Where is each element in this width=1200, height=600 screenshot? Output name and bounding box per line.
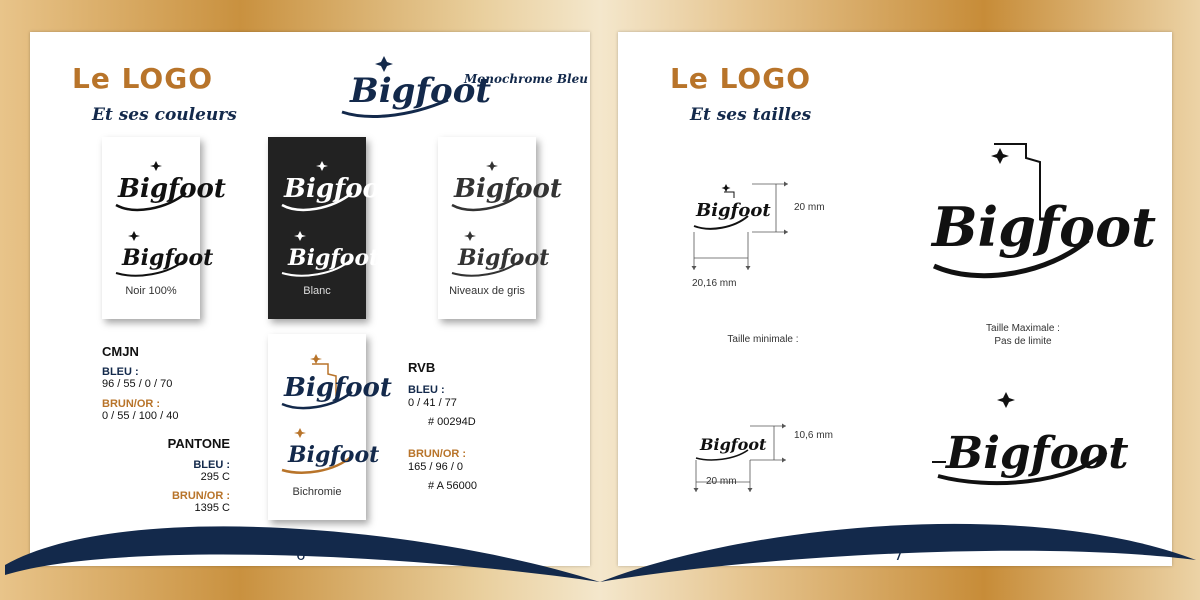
header-logo-caption: Monochrome Bleu — [464, 72, 588, 86]
card-caption: Niveaux de gris — [449, 285, 525, 297]
pantone-blue-value: 295 C — [200, 471, 230, 483]
page-number: 7 — [894, 546, 904, 564]
caption-max-line-2: Pas de limite — [994, 336, 1052, 347]
rvb-blue-hex: # 00294D — [428, 416, 476, 428]
cmjn-brown-label: BRUN/OR : — [102, 398, 161, 410]
header-logo-text: Bigfoot — [350, 71, 492, 111]
svg-text:Bigfoot: Bigfoot — [932, 195, 1157, 259]
svg-text:Bigfoot: Bigfoot — [288, 245, 380, 271]
min-logo-width: 20,16 mm — [692, 278, 737, 289]
caption-max-line-1: Taille Maximale : — [986, 323, 1060, 334]
page-title: Le LOGO — [670, 62, 812, 95]
svg-text:Bigfoot: Bigfoot — [454, 174, 562, 204]
card-caption: Blanc — [303, 285, 331, 297]
cmjn-blue-value: 96 / 55 / 0 / 70 — [102, 378, 173, 390]
svg-text:Bigfoot: Bigfoot — [458, 245, 550, 271]
svg-text:Bigfoot: Bigfoot — [946, 428, 1129, 479]
cmjn-brown-value: 0 / 55 / 100 / 40 — [102, 410, 179, 422]
card-caption: Bichromie — [292, 486, 342, 498]
rvb-brown-value: 165 / 96 / 0 — [408, 461, 464, 473]
rvb-brown-hex: # A 56000 — [428, 480, 477, 492]
svg-text:Bigfoot: Bigfoot — [284, 174, 392, 204]
rvb-blue-value: 0 / 41 / 77 — [408, 397, 457, 409]
rvb-heading: RVB — [408, 360, 436, 375]
caption-min-size: Taille minimale : — [727, 334, 799, 345]
rvb-brown-label: BRUN/OR : — [408, 448, 467, 460]
svg-text:Bigfoot: Bigfoot — [118, 174, 226, 204]
cmjn-blue-label: BLEU : — [102, 366, 139, 378]
svg-text:Bigfoot: Bigfoot — [288, 442, 380, 468]
pantone-blue-label: BLEU : — [193, 459, 230, 471]
bigfoot-logo-icon: Bigfoot — [696, 200, 771, 221]
pantone-heading: PANTONE — [167, 436, 230, 451]
rvb-blue-label: BLEU : — [408, 384, 445, 396]
cmjn-heading: CMJN — [102, 344, 139, 359]
page-subtitle: Et ses couleurs — [92, 105, 237, 125]
pantone-brown-value: 1395 C — [194, 502, 230, 514]
min-logo-2-width: 20 mm — [706, 476, 737, 487]
pantone-brown-label: BRUN/OR : — [171, 490, 230, 502]
card-caption: Noir 100% — [125, 285, 177, 297]
svg-text:Bigfoot: Bigfoot — [284, 373, 392, 403]
page-title: Le LOGO — [72, 62, 214, 95]
page-subtitle: Et ses tailles — [690, 105, 812, 125]
svg-text:Bigfoot: Bigfoot — [122, 245, 214, 271]
min-logo-height: 20 mm — [794, 202, 825, 213]
min-logo-2-height: 10,6 mm — [794, 430, 833, 441]
bigfoot-logo-icon: Bigfoot — [700, 435, 767, 454]
